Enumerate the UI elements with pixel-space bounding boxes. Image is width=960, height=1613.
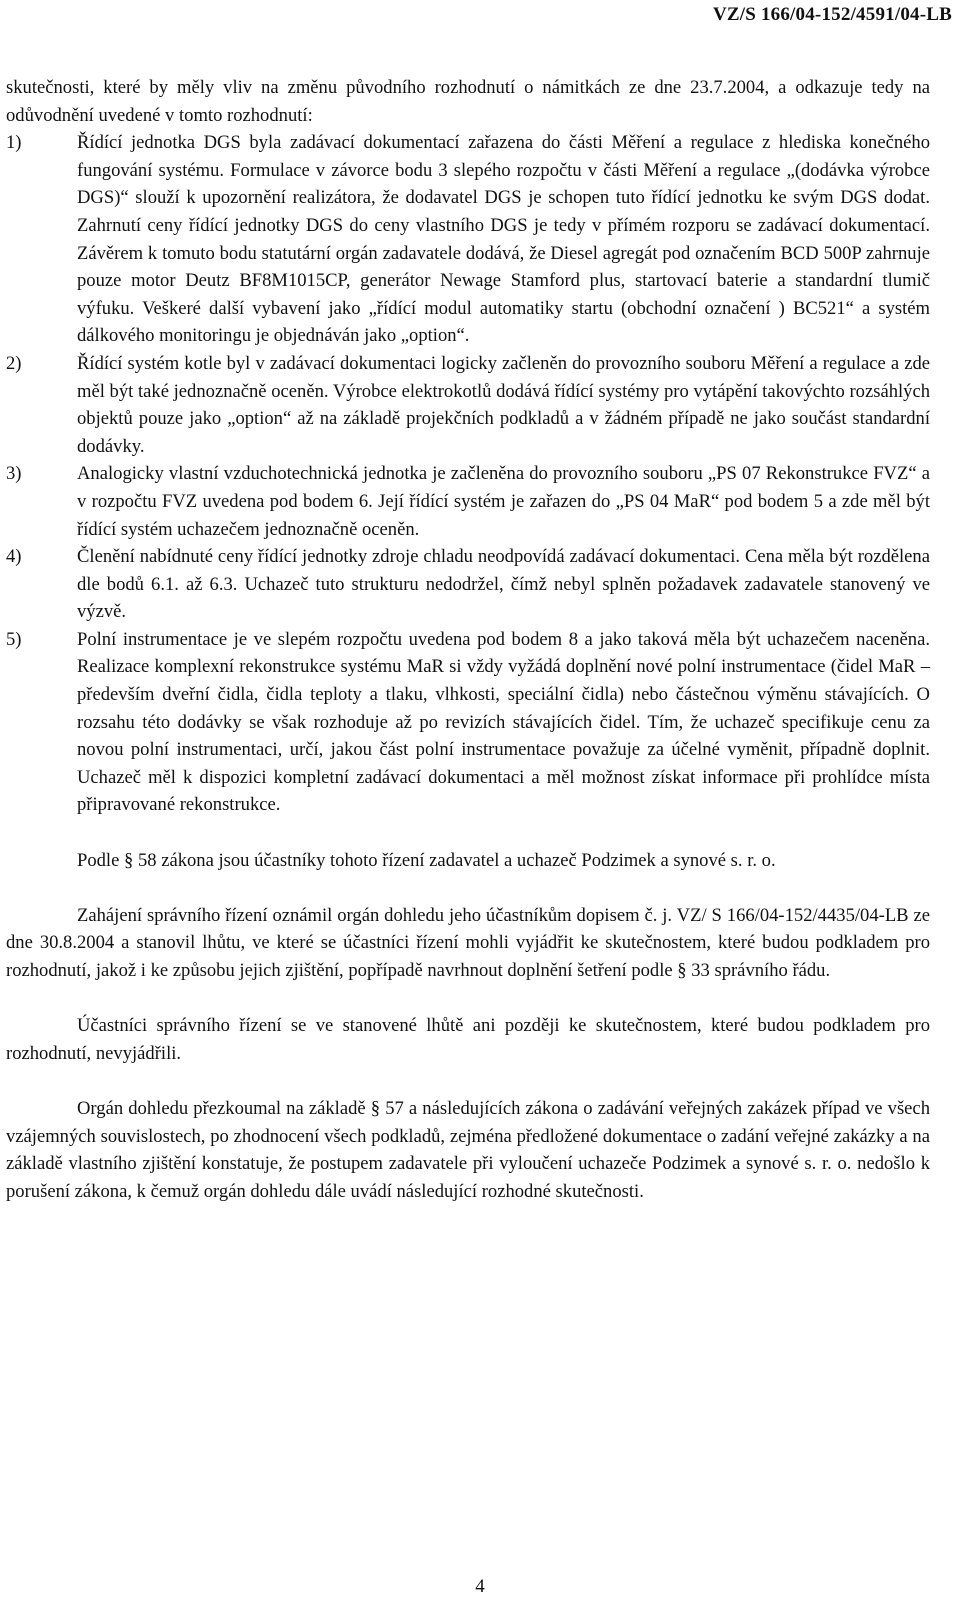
list-item	[6, 460, 930, 543]
list-item-text: Polní instrumentace je ve slepém rozpočtu uvedena pod bodem 8 a jako taková měla být uchazečem naceněna. Realizace komplexní rekonstrukce systému MaR si vždy vyžádá doplnění nové polní instrumentace (čidel MaR – především dveřní čidla, čidla teploty a tlaku, vlhkosti, speciální čidla) nebo částečnou výměnu stávajících. O rozsahu této dodávky se však rozhoduje až po revizích stávajících čidel. Tím, že uchazeč specifikuje cenu za novou polní instrumentaci, určí, jakou část polní instrumentace považuje za účelné vyměnit, případně doplnit. Uchazeč měl k dispozici kompletní zadávací dokumentaci a měl možnost získat informace při prohlídce místa připravované rekonstrukce.	[77, 628, 930, 816]
participants-paragraph: Podle § 58 zákona jsou účastníky tohoto řízení zadavatel a uchazeč Podzimek a synové s. r. o.	[77, 849, 776, 871]
document-body	[6, 74, 930, 1205]
intro-paragraph: skutečnosti, které by měly vliv na změnu původního rozhodnutí o námitkách ze dne 23.7.2004, a odkazuje tedy na odůvodnění uvedené v tomto rozhodnutí:	[6, 77, 930, 126]
page-number: 4	[475, 1576, 485, 1597]
list-item	[6, 626, 930, 819]
list-item-number: 4)	[6, 546, 22, 568]
list-item-text: Analogicky vlastní vzduchotechnická jednotka je začleněna do provozního souboru „PS 07 Rekonstrukce FVZ“ a v rozpočtu FVZ uvedena pod bodem 6. Její řídící systém je zařazen do „PS 04 MaR“ pod bodem 5 a zde měl být řídící systém uchazečem jednoznačně oceněn.	[77, 463, 930, 540]
list-item-number: 5)	[6, 628, 22, 650]
list-item-text: Členění nabídnuté ceny řídící jednotky zdroje chladu neodpovídá zadávací dokumentaci. Cena měla být rozdělena dle bodů 6.1. až 6.3. Uchazeč tuto strukturu nedodržel, čímž nebyl splněn požadavek zadavatele stanovený ve výzvě.	[77, 546, 930, 623]
list-item	[6, 350, 930, 460]
list-item	[6, 129, 930, 350]
list-item-text: Řídící systém kotle byl v zadávací dokumentaci logicky začleněn do provozního souboru Měření a regulace a zde měl být také jednoznačně oceněn. Výrobce elektrokotlů dodává řídící systémy pro vytápění takovýchto rozsáhlých objektů pouze jako „option“ až na základě projekčních podkladů a v žádném případě ne jako součást standardní dodávky.	[77, 352, 930, 457]
conclusion-paragraph: Orgán dohledu přezkoumal na základě § 57 a následujících zákona o zadávání veřejných zakázek případ ve všech vzájemných souvislostech, po zhodnocení všech podkladů, zejména předložené dokumentace o zadání veřejné zakázky a na základě vlastního zjištění konstatuje, že postupem zadavatele při vyloučení uchazeče Podzimek a synové s. r. o. nedošlo k porušení zákona, k čemuž orgán dohledu dále uvádí následující rozhodné skutečnosti.	[6, 1097, 930, 1202]
list-item-number: 1)	[6, 132, 22, 154]
proceedings-paragraph: Zahájení správního řízení oznámil orgán dohledu jeho účastníkům dopisem č. j. VZ/ S 166/04-152/4435/04-LB ze dne 30.8.2004 a stanovil lhůtu, ve které se účastníci řízení mohli vyjádřit ke skutečnostem, které budou podkladem pro rozhodnutí, jakož i ke způsobu jejich zjištění, popřípadě navrhnout doplnění šetření podle § 33 správního řádu.	[6, 904, 930, 981]
list-item	[6, 543, 930, 626]
list-item-number: 3)	[6, 463, 22, 485]
list-item-number: 2)	[6, 352, 22, 374]
list-item-text: Řídící jednotka DGS byla zadávací dokumentací zařazena do části Měření a regulace z hlediska konečného fungování systému. Formulace v závorce bodu 3 slepého rozpočtu v části Měření a regulace „(dodávka výrobce DGS)“ slouží k upozornění realizátora, že dodavatel DGS je schopen tuto řídící jednotku ke svým DGS dodat. Zahrnutí ceny řídící jednotky DGS do ceny vlastního DGS je tedy v přímém rozporu se zadávací dokumentací. Závěrem k tomuto bodu statutární orgán zadavatele dodává, že Diesel agregát pod označením BCD 500P zahrnuje pouze motor Deutz BF8M1015CP, generátor Newage Stamford plus, startovací baterie a standardní tlumič výfuku. Veškeré další vybavení jako „řídící modul automatiky startu (obchodní označení ) BC521“ a systém dálkového monitoringu je objednáván jako „option“.	[77, 132, 930, 347]
no-response-paragraph: Účastníci správního řízení se ve stanovené lhůtě ani později ke skutečnostem, které budou podkladem pro rozhodnutí, nevyjádřili.	[6, 1015, 930, 1064]
numbered-list	[6, 129, 930, 819]
document-reference: VZ/S 166/04-152/4591/04-LB	[712, 4, 952, 25]
